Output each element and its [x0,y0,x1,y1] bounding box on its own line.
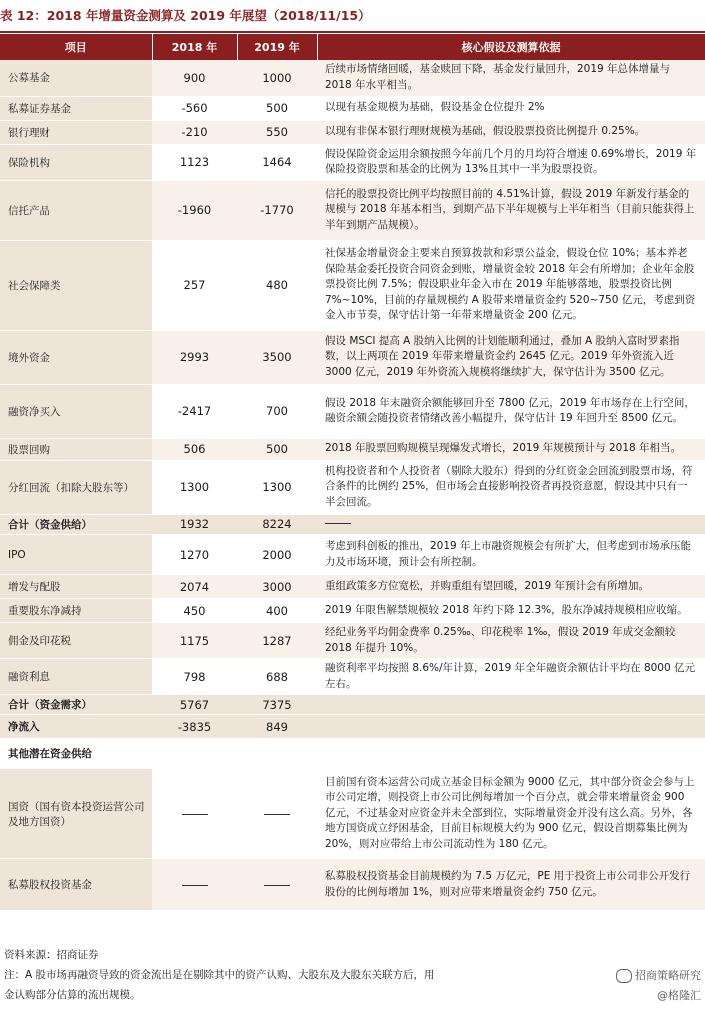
row-2018-value: -1960 [152,180,237,240]
row-2019-value [237,769,317,859]
row-note: 机构投资者和个人投资者（剔除大股东）得到的分红资金会回流到股票市场，符合条件的比例约 25%，但市场会直接影响投资者再投资意愿，假设其中只有一半会回流。 [317,460,705,514]
row-item: 银行理财 [0,120,152,144]
row-note [317,514,705,535]
row-2018-value: 257 [152,240,237,330]
table-row [0,659,705,695]
table-row [0,715,705,739]
row-2019-value: 1000 [237,60,317,96]
table-row [0,575,705,599]
row-2019-value: 688 [237,659,317,695]
row-note: 重组政策多方位宽松，并购重组有望回暖，2019 年预计会有所增加。 [317,575,705,599]
dash-mark [264,814,290,815]
table-row [0,769,705,859]
row-item: 净流入 [0,715,152,739]
row-note: 后续市场情绪回暖，基金赎回下降，基金发行量回升，2019 年总体增量与 2018 年水平相当。 [317,60,705,96]
row-item: 融资利息 [0,659,152,695]
row-note: 2018 年股票回购规模呈现爆发式增长，2019 年规模预计与 2018 年相当。 [317,438,705,460]
row-item: 私募证券基金 [0,96,152,120]
row-2019-value: 500 [237,438,317,460]
row-2018-value: 5767 [152,695,237,715]
fund-flow-table [0,34,705,911]
header-row [0,34,705,60]
row-2018-value: 2993 [152,330,237,384]
row-2019-value: 480 [237,240,317,330]
source-note: 资料来源：招商证券 [4,949,99,961]
row-item: IPO [0,535,152,575]
row-note: 目前国有资本运营公司成立基金目标金额为 9000 亿元，其中部分资金会参与上市公司定增，则投资上市公司比例每增加一个百分点，就会带来增量资金 900 亿元，不过基金对应资金并未全部到位，实际增量资金并没有这么高。另外，各地方国资成立纾困基金，目前目标规模大约为 900 亿元，假设首期募集比例为 20%，则对应带给上市公司流动性为 180 亿元。 [317,769,705,859]
row-item: 股票回购 [0,438,152,460]
row-2018-value [152,769,237,859]
dash-mark [264,885,290,886]
row-2018-value [152,859,237,911]
row-2018-value: -3835 [152,715,237,739]
table-row [0,120,705,144]
row-item: 保险机构 [0,144,152,180]
row-item: 合计（资金供给） [0,514,152,535]
table-row [0,599,705,623]
dash-mark [182,814,208,815]
row-2019-value: 1287 [237,623,317,659]
row-2019-value: 1300 [237,460,317,514]
row-item: 佣金及印花税 [0,623,152,659]
row-note: 2019 年限售解禁规模较 2018 年约下降 12.3%，股东净减持规模相应收缩。 [317,599,705,623]
row-item: 境外资金 [0,330,152,384]
row-item: 分红回流（扣除大股东等） [0,460,152,514]
row-2019-value: 700 [237,384,317,438]
row-2019-value: 849 [237,715,317,739]
row-note: 以现有基金规模为基础，假设基金仓位提升 2% [317,96,705,120]
table-row [0,384,705,438]
table-row [0,96,705,120]
row-2019-value: 2000 [237,535,317,575]
row-note: 假设 MSCI 提高 A 股纳入比例的计划能顺利通过，叠加 A 股纳入富时罗素指数，以上两项在 2019 年带来增量资金约 2645 亿元。2019 年外资流入近 3000 亿元，2019 年外资流入规模将继续扩大，保守估计为 3500 亿元。 [317,330,705,384]
watermark-account: 招商策略研究 [616,967,701,983]
row-item: 公募基金 [0,60,152,96]
row-2019-value: 500 [237,96,317,120]
row-2019-value: 1464 [237,144,317,180]
table-row [0,859,705,911]
table-row [0,695,705,715]
table-body [0,60,705,911]
row-2018-value: -2417 [152,384,237,438]
header-2019: 2019 年 [237,34,317,60]
row-2019-value [237,859,317,911]
dash-mark [325,523,351,524]
row-2018-value: 1932 [152,514,237,535]
header-2018: 2018 年 [152,34,237,60]
row-item: 重要股东净减持 [0,599,152,623]
footnote-line2: 金认购部分估算的流出规模。 [4,989,141,1001]
watermark-source: @格隆汇 [657,989,701,1002]
table-row [0,60,705,96]
table-row [0,180,705,240]
row-note: 私募股权投资基金目前规模约为 7.5 万亿元，PE 用于投资上市公司非公开发行股份的比例每增加 1%，则对应带来增量资金约 750 亿元。 [317,859,705,911]
row-item: 其他潜在资金供给 [0,739,152,769]
row-item: 增发与配股 [0,575,152,599]
table-title: 表 12：2018 年增量资金测算及 2019 年展望（2018/11/15） [0,8,371,23]
row-2019-value: 7375 [237,695,317,715]
row-item: 国资（国有资本投资运营公司及地方国资） [0,769,152,859]
row-note: 以现有非保本银行理财规模为基础，假设股票投资比例提升 0.25%。 [317,120,705,144]
row-note: 假设 2018 年末融资余额能够回升至 7800 亿元，2019 年市场存在上行空间，融资余额会随投资者情绪改善小幅提升，保守估计 19 年回升至 8500 亿元。 [317,384,705,438]
row-2018-value: 1123 [152,144,237,180]
row-2019-value: 3000 [237,575,317,599]
row-note: 融资利率平均按照 8.6%/年计算，2019 年全年融资余额估计平均在 8000 亿元左右。 [317,659,705,695]
row-note: 假设保险资金运用余额按照今年前几个月的月均符合增速 0.69%增长，2019 年保险投资股票和基金的比例为 13%且其中一半为股票投资。 [317,144,705,180]
row-note: 社保基金增量资金主要来自预算拨款和彩票公益金，假设仓位 10%；基本养老保险基金委托投资合同资金到账，增量资金较 2018 年会有所增加；企业年金股票投资比例 7.5%；假设职业年金入市在 2019 年能够落地，股票投资比例 7%~10%，目前的存量规模约 A 股带来增量资金约 520~750 亿元，考虑到资金入市节奏，保守估计第一年带来增量资金 200 亿元。 [317,240,705,330]
row-2019-value: 400 [237,599,317,623]
row-2018-value: 2074 [152,575,237,599]
row-2019-value: 3500 [237,330,317,384]
wechat-icon [616,969,632,983]
row-note: 经纪业务平均佣金费率 0.25‰、印花税率 1‰，假设 2019 年成交金额较 2018 年提升 10%。 [317,623,705,659]
row-2018-value: 506 [152,438,237,460]
row-item: 私募股权投资基金 [0,859,152,911]
row-item: 合计（资金需求） [0,695,152,715]
table-row [0,144,705,180]
dash-mark [182,885,208,886]
row-2018-value: 1270 [152,535,237,575]
table-row [0,623,705,659]
row-2019-value: -1770 [237,180,317,240]
row-2018-value: 450 [152,599,237,623]
table-row [0,240,705,330]
table-row [0,438,705,460]
table-row [0,739,705,769]
row-2018-value: 1175 [152,623,237,659]
table-row [0,330,705,384]
row-note [317,715,705,739]
row-2018-value: -210 [152,120,237,144]
table-row [0,535,705,575]
table-row [0,460,705,514]
row-2018-value: -560 [152,96,237,120]
row-2018-value: 900 [152,60,237,96]
row-note [317,739,705,769]
table-row [0,514,705,535]
row-note [317,695,705,715]
footnote-line1: 注：A 股市场再融资导致的资金流出是在剔除其中的资产认购、大股东及大股东关联方后，用 [4,969,435,981]
row-2019-value [237,739,317,769]
row-item: 信托产品 [0,180,152,240]
header-note: 核心假设及测算依据 [317,34,705,60]
row-note: 信托的股票投资比例平均按照目前的 4.51%计算，假设 2019 年新发行基金的规模与 2018 年基本相当，到期产品下半年规模与上半年相当（目前只能获得上半年到期产品规模）。 [317,180,705,240]
header-item: 项目 [0,34,152,60]
row-note: 考虑到科创板的推出，2019 年上市融资规模会有所扩大，但考虑到市场承压能力及市场环境，预计会有所控制。 [317,535,705,575]
row-2018-value: 798 [152,659,237,695]
row-item: 社会保障类 [0,240,152,330]
row-item: 融资净买入 [0,384,152,438]
row-2018-value [152,739,237,769]
row-2019-value: 550 [237,120,317,144]
row-2019-value: 8224 [237,514,317,535]
row-2018-value: 1300 [152,460,237,514]
title-divider [0,31,705,33]
